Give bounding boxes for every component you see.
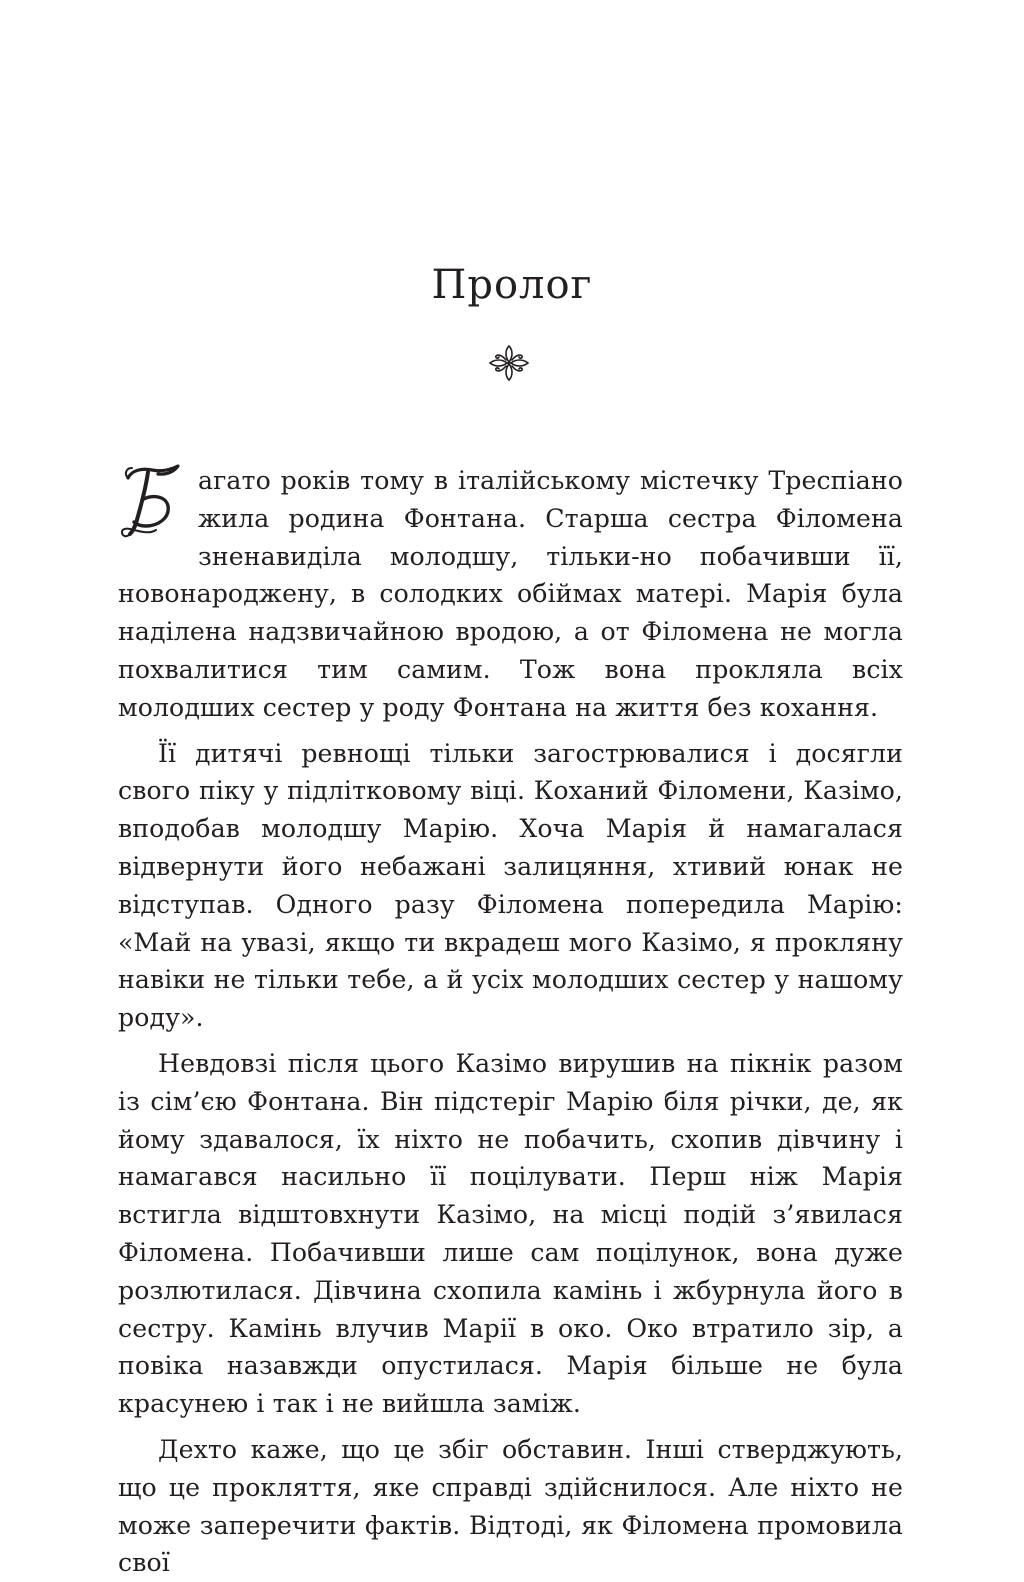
floral-ornament-icon — [487, 343, 531, 383]
chapter-title: Пролог — [431, 262, 593, 308]
paragraph-3: Невдовзі після цього Казімо вирушив на пікнік разом із сім’єю Фонтана. Він підстеріг Марію біля річки, де, як йому здавалося, їх ніхто не побачить, схопив дівчину і намагався насильно її поцілувати. Перш ніж Марія встигла відштовхнути Казімо, на місці подій з’явилася Філомена. Побачивши лише сам поцілунок, вона дуже розлютилася. Дівчина схопила камінь і жбурнула його в сестру. Камінь влучив Марії в око. Око втратило зір, а повіка назавжди опустилася. Марія більше не була красунею і так і не вийшла заміж. — [118, 1048, 903, 1419]
paragraph-2: Її дитячі ревнощі тільки загострювалися і досягли свого піку у підлітковому віці. Коханий Філомени, Казімо, вподобав молодшу Марію. Хоча Марія й намагалася відвернути його небажані залицяння, хтивий юнак не відступав. Одного разу Філомена попередила Марію: «Май на увазі, якщо ти вкрадеш мого Казімо, я прокляну навіки не тільки тебе, а й усіх молодших сестер у нашому роду». — [118, 738, 903, 1033]
dropcap-letter-b — [118, 464, 188, 540]
prologue-text — [118, 462, 903, 1582]
paragraph-1-text: агато років тому в італійському містечку Треспіано жила родина Фонтана. Старша сестра Філомена зненавиділа молодшу, тільки-но побачивши її, новонароджену, в солодких обіймах матері. Марія була наділена надзвичайною вродою, а от Філомена не могла похвалитися тим самим. Тож вона прокляла всіх молодших сестер у роду Фонтана на життя без кохання. — [118, 466, 903, 722]
paragraph-4: Дехто каже, що це збіг обставин. Інші стверджують, що це прокляття, яке справді здійснилося. Але ніхто не може заперечити фактів. Відтоді, як Філомена промовила свої — [118, 1434, 903, 1578]
paragraph-1 — [118, 462, 903, 727]
